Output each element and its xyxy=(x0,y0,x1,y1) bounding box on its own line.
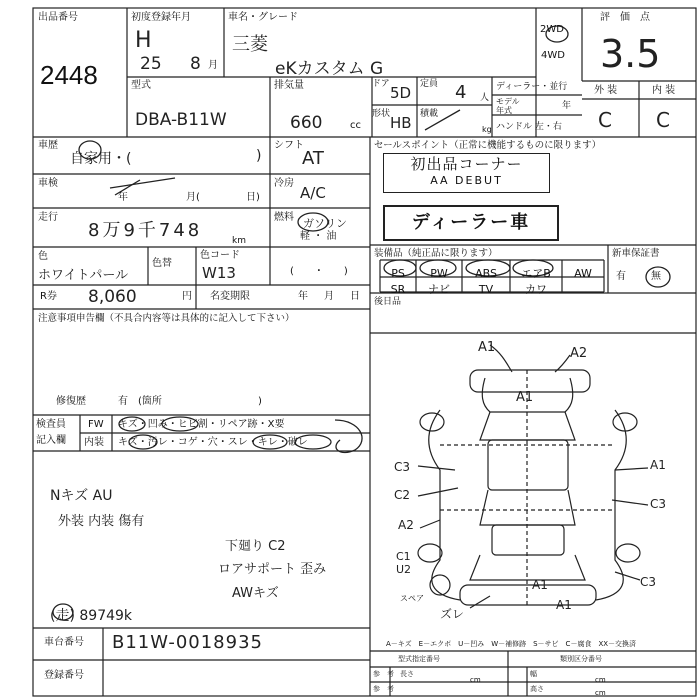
model-year-label: モデル 年式 xyxy=(496,97,520,115)
first-reg-label: 初度登録年月 xyxy=(131,12,191,23)
color-change-label: 色替 xyxy=(152,258,172,269)
displacement-label: 排気量 xyxy=(274,80,304,91)
color-code-label: 色コード xyxy=(200,250,240,261)
equipment-item-row2-0: SR xyxy=(390,283,406,296)
hw-note-2: 外装 内装 傷有 xyxy=(58,514,145,529)
color-label: 色 xyxy=(38,251,48,262)
recycle-label: R券 xyxy=(40,291,57,302)
chassis-label: 車台番号 xyxy=(44,637,84,648)
hw-note-5: AWキズ xyxy=(232,586,279,601)
height-label: 高さ xyxy=(530,685,544,693)
maker-grade-label: 車名・グレード xyxy=(228,12,298,23)
month-unit: 月 xyxy=(208,60,218,71)
first-reg-month: 8 xyxy=(190,54,201,74)
first-reg-era: H xyxy=(135,28,152,53)
exterior-label: 外 装 xyxy=(594,85,618,96)
length-label: 長さ xyxy=(400,670,414,678)
lot-number: 2448 xyxy=(40,60,98,90)
shape: HB xyxy=(390,114,412,132)
mark-a1-bottom-2: A1 xyxy=(556,598,572,612)
cc-unit: cc xyxy=(350,120,361,131)
title-change-label: 名変期限 xyxy=(210,291,250,302)
color: ホワイトパール xyxy=(38,268,129,283)
ref-label-1: 参 考 xyxy=(373,670,394,678)
cm-unit-2: cm xyxy=(595,676,606,684)
model: DBA-B11W xyxy=(135,110,227,130)
deadline-year: 年 xyxy=(298,291,308,302)
class-label: 類別区分番号 xyxy=(560,655,602,663)
inspection-label: 車検 xyxy=(38,178,58,189)
reg-label: 登録番号 xyxy=(44,670,84,681)
fuel-paren: ( ・ ) xyxy=(290,266,348,277)
drive-2wd: 2WD xyxy=(540,24,564,35)
mark-a1-bottom-1: A1 xyxy=(532,578,548,592)
history-value: 自家用・( xyxy=(70,151,132,167)
km-unit: km xyxy=(232,236,246,246)
year-unit: 年 xyxy=(562,101,572,111)
repair-has: 有 xyxy=(118,396,128,407)
kg-unit: kg xyxy=(482,125,492,134)
mark-a2-left: A2 xyxy=(398,518,414,532)
equipment-row-2 xyxy=(380,278,604,297)
eval-label: 評 価 点 xyxy=(600,12,650,23)
warranty-label: 新車保証書 xyxy=(612,248,660,259)
drive-4wd: 4WD xyxy=(541,50,565,61)
mileage: 8万9千748 xyxy=(88,220,203,241)
capacity: 4 xyxy=(455,82,467,103)
interior-items: キズ・汚レ・コゲ・穴・スレ・キレ・破レ xyxy=(118,437,308,448)
history-label: 車歴 xyxy=(38,140,58,151)
displacement: 660 xyxy=(290,113,323,133)
rear-seat-label: 後日品 xyxy=(374,297,402,307)
mark-u2-left: U2 xyxy=(396,563,412,576)
mark-a2-top: A2 xyxy=(570,346,588,361)
recycle-value: 8,060 xyxy=(88,287,137,307)
width-label: 幅 xyxy=(530,670,537,678)
inspection-day: 日) xyxy=(246,192,260,203)
hw-note-6: (走) 89749k xyxy=(50,608,133,624)
spare-label: スペア xyxy=(400,594,424,603)
declaration-label: 注意事項申告欄（不具合内容等は具体的に記入して下さい） xyxy=(38,313,295,324)
model-label: 型式 xyxy=(131,80,151,91)
car-outline xyxy=(418,345,648,608)
repair-place: (箇所 xyxy=(138,396,162,407)
hw-note-4: ロアサポート 歪み xyxy=(218,562,327,577)
cm-unit-3: cm xyxy=(595,689,606,697)
fw-label: FW xyxy=(88,419,104,430)
first-reg-year: 25 xyxy=(140,54,162,74)
equipment-item-row1-3: エアB xyxy=(521,267,551,280)
inspection-year: 年 xyxy=(118,192,128,203)
type-cert-label: 型式指定番号 xyxy=(398,655,440,663)
aa-debut-text: AA DEBUT xyxy=(430,174,503,187)
lot-label: 出品番号 xyxy=(38,12,78,23)
handle-label: ハンドル 左・右 xyxy=(496,122,562,132)
door-label: ドア xyxy=(372,79,390,89)
shift: AT xyxy=(302,148,324,169)
mark-c1-left: C1 xyxy=(396,550,411,563)
shift-label: シフト xyxy=(274,140,304,151)
mark-a1-roof: A1 xyxy=(516,390,534,405)
interior-grade: C xyxy=(656,108,670,132)
deadline-month: 月 xyxy=(324,291,334,302)
grade: eKカスタム G xyxy=(275,59,384,79)
repair-close: ) xyxy=(258,396,262,407)
first-listing-text: 初出品コーナー xyxy=(410,155,523,173)
interior-label-row: 内装 xyxy=(84,437,104,448)
shape-label: 形状 xyxy=(372,109,391,119)
fuel: ガソリン xyxy=(303,217,347,230)
inspector-label-2: 記入欄 xyxy=(36,435,66,446)
mark-a1-right: A1 xyxy=(650,458,666,472)
exterior-grade: C xyxy=(598,108,612,132)
equipment-item-row1-1: PW xyxy=(430,267,448,280)
mark-a1-top: A1 xyxy=(478,340,496,355)
inspection-month: 月( xyxy=(186,192,200,203)
hw-note-1: Nキズ AU xyxy=(50,488,113,504)
equipment-item-row2-1: ナビ xyxy=(428,283,450,296)
damage-legend: A－キズ E－エクボ U－凹み W－補修跡 S－サビ C－腐食 XX－交換済 xyxy=(386,640,637,648)
fuel-light: 軽 ・ 油 xyxy=(300,231,337,242)
mark-c3-right-bottom: C3 xyxy=(640,575,657,589)
equipment-label: 装備品（純正品に限ります） xyxy=(374,248,498,259)
ac: A/C xyxy=(300,184,326,202)
color-code: W13 xyxy=(202,264,236,282)
door: 5D xyxy=(390,84,412,102)
equipment-item-row1-0: PS xyxy=(391,267,405,280)
maker: 三菱 xyxy=(232,34,268,55)
sales-point-label: セールスポイント（正常に機能するものに限ります） xyxy=(374,140,602,151)
warranty-yes: 有 xyxy=(616,271,626,282)
deadline-day: 日 xyxy=(350,291,360,302)
interior-label: 内 装 xyxy=(652,85,676,96)
person-unit: 人 xyxy=(480,93,490,103)
equipment-item-row1-2: ABS xyxy=(475,267,497,280)
load-label: 積載 xyxy=(420,109,439,119)
yen-unit: 円 xyxy=(182,291,192,302)
mark-c3-right: C3 xyxy=(650,497,667,511)
mark-zu: ズレ xyxy=(440,607,465,621)
ref-label-2: 参 考 xyxy=(373,685,394,693)
dealer-label: ディーラー・並行 xyxy=(496,82,568,92)
cm-unit-1: cm xyxy=(470,676,481,684)
mark-c2-left: C2 xyxy=(394,488,411,502)
mark-c3-left: C3 xyxy=(394,460,411,474)
inspector-label-1: 検査員 xyxy=(36,419,66,430)
hw-note-3: 下廻り C2 xyxy=(225,539,286,554)
repair-label: 修復歴 xyxy=(56,396,86,407)
equipment-item-row2-2: TV xyxy=(478,283,494,296)
fw-items: キズ・凹み・ヒビ割・リペア跡・X要 xyxy=(118,419,285,430)
mileage-label: 走行 xyxy=(38,212,58,223)
history-close: ) xyxy=(256,148,262,164)
ac-label: 冷房 xyxy=(274,178,294,189)
debut-stamp xyxy=(383,153,550,193)
fuel-label: 燃料 xyxy=(274,212,294,223)
chassis-number: B11W-0018935 xyxy=(112,632,263,653)
dealer-car-stamp: ディーラー車 xyxy=(383,205,559,241)
equipment-item-row1-4: AW xyxy=(574,267,592,280)
equipment-item-row2-3: カワ xyxy=(525,283,547,296)
warranty-no: 無 xyxy=(651,271,661,282)
capacity-label: 定員 xyxy=(420,79,439,89)
eval-score: 3.5 xyxy=(600,32,661,76)
